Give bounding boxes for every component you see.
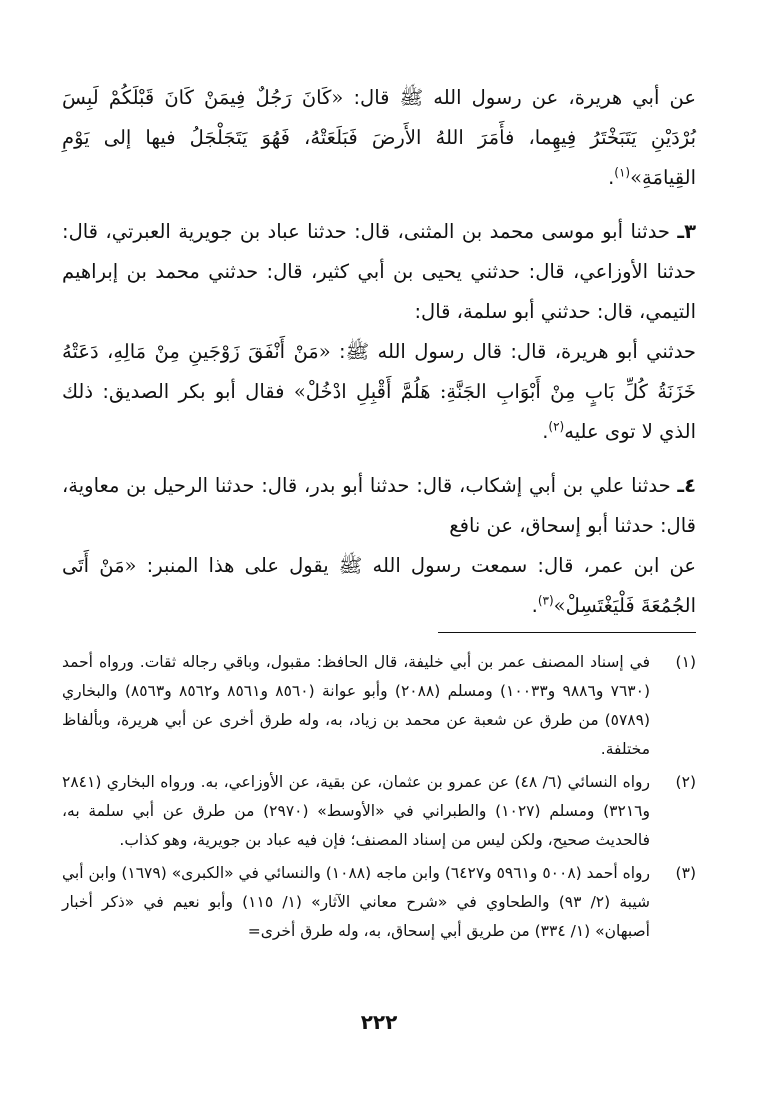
isnad-text: عن أبي هريرة، عن رسول الله ﷺ قال: (343, 86, 696, 109)
hadith-number-4: ٤ـ (677, 474, 696, 497)
footnote-ref-2: (٢) (548, 419, 565, 434)
footnote-mark: (٢) (675, 773, 696, 791)
sentence-end: . (542, 420, 549, 443)
isnad-text: حدثنا أبو موسى محمد بن المثنى، قال: حدثنا عباد بن جويرية العبرتي، قال: حدثنا الأوزاعي، قال: حدثني يحيى بن أبي كثير، قال: حدثني محمد بن إبراهيم التيمي، قال: حدثني أبو سلمة، قال: (62, 220, 696, 323)
hadith-3-isnad (62, 212, 696, 332)
footnote-text: في إسناد المصنف عمر بن أبي خليفة، قال الحافظ: مقبول، وباقي رجاله ثقات. ورواه أحمد (٧٦٣٠ و٩٨٨٦ و١٠٠٣٣) ومسلم (٢٠٨٨) وأبو عوانة (٨٥٦٠ و٨٥٦١ و٨٥٦٢ و٨٥٦٣) والبخاري (٥٧٨٩) من طرق عن شعبة عن محمد بن زياد، به، وله طرق أخرى عن أبي هريرة، وبألفاظ مختلفة. (62, 653, 650, 758)
footnotes (62, 648, 696, 950)
footnote-3 (62, 859, 696, 946)
hadith-2-text (62, 78, 696, 198)
isnad-text: عن ابن عمر، قال: سمعت رسول الله ﷺ يقول على هذا المنبر: (136, 554, 696, 577)
isnad-text: حدثنا علي بن أبي إشكاب، قال: حدثنا أبو بدر، قال: حدثنا الرحيل بن معاوية، قال: حدثنا أبو إسحاق، عن نافع (62, 474, 696, 537)
hadith-quote: «مَنْ أَتَى الجُمُعَةَ فَلْيَغْتَسِلْ» (62, 554, 696, 617)
hadith-4-isnad (62, 466, 696, 546)
hadith-quote: «كَانَ رَجُلٌ فِيمَنْ كَانَ قَبْلَكُمْ لَبِسَ بُرْدَيْنِ يَتَبَخْتَرُ فِيهِما، فأَمَرَ اللهُ الأَرضَ فَبَلَعَتْهُ، فَهُوَ يَتَجَلْجَلُ فيها إلى يَوْمِ القِيامَةِ» (62, 86, 696, 189)
hadith-quote: «مَنْ أَنْفَقَ زَوْجَينِ مِنْ مَالِهِ، دَعَتْهُ خَزَنَةُ كُلِّ بَابٍ مِنْ أَبْوَابِ الجَنَّةِ: هَلُمَّ أَقْبِلِ ادْخُلْ» (62, 340, 696, 403)
footnote-mark: (١) (675, 653, 696, 671)
hadith-number-3: ٣ـ (677, 220, 696, 243)
sentence-end: . (531, 594, 538, 617)
footnote-text: رواه أحمد (٥٠٠٨ و٥٩٦١ و٦٤٢٧) وابن ماجه (١٠٨٨) والنسائي في «الكبرى» (١٦٧٩) وابن أبي شيبة (٢/ ٩٣) والطحاوي في «شرح معاني الآثار» (١/ ١١٥) وأبو نعيم في «ذكر أخبار أصبهان» (١/ ٣٣٤) من طريق أبي إسحاق، به، وله طرق أخرى= (62, 864, 650, 940)
footnote-2 (62, 768, 696, 855)
isnad-text: حدثني أبو هريرة، قال: قال رسول الله ﷺ: (330, 340, 696, 363)
commentary-text: فقال أبو بكر الصديق: ذلك الذي لا توى عليه (62, 380, 696, 443)
page-number: ٢٢٢ (360, 1010, 398, 1034)
footnote-ref-1: (١) (614, 165, 631, 180)
footnote-separator (438, 632, 696, 633)
footnote-text: رواه النسائي (٦/ ٤٨) عن عمرو بن عثمان، عن بقية، عن الأوزاعي، به. ورواه البخاري (٢٨٤١ و٣٢١٦) ومسلم (١٠٢٧) والطبراني في «الأوسط» (٢٩٧٠) من طرق عن أبي سلمة به، فالحديث صحيح، ولكن ليس من إسناد المصنف؛ فإن فيه عباد بن جويرية، وهو كذاب. (62, 773, 650, 849)
footnote-mark: (٣) (675, 864, 696, 882)
sentence-end: . (608, 166, 615, 189)
footnote-1 (62, 648, 696, 764)
footnote-ref-3: (٣) (537, 593, 554, 608)
main-text (62, 78, 696, 640)
hadith-3-text (62, 332, 696, 452)
hadith-4-text (62, 546, 696, 626)
